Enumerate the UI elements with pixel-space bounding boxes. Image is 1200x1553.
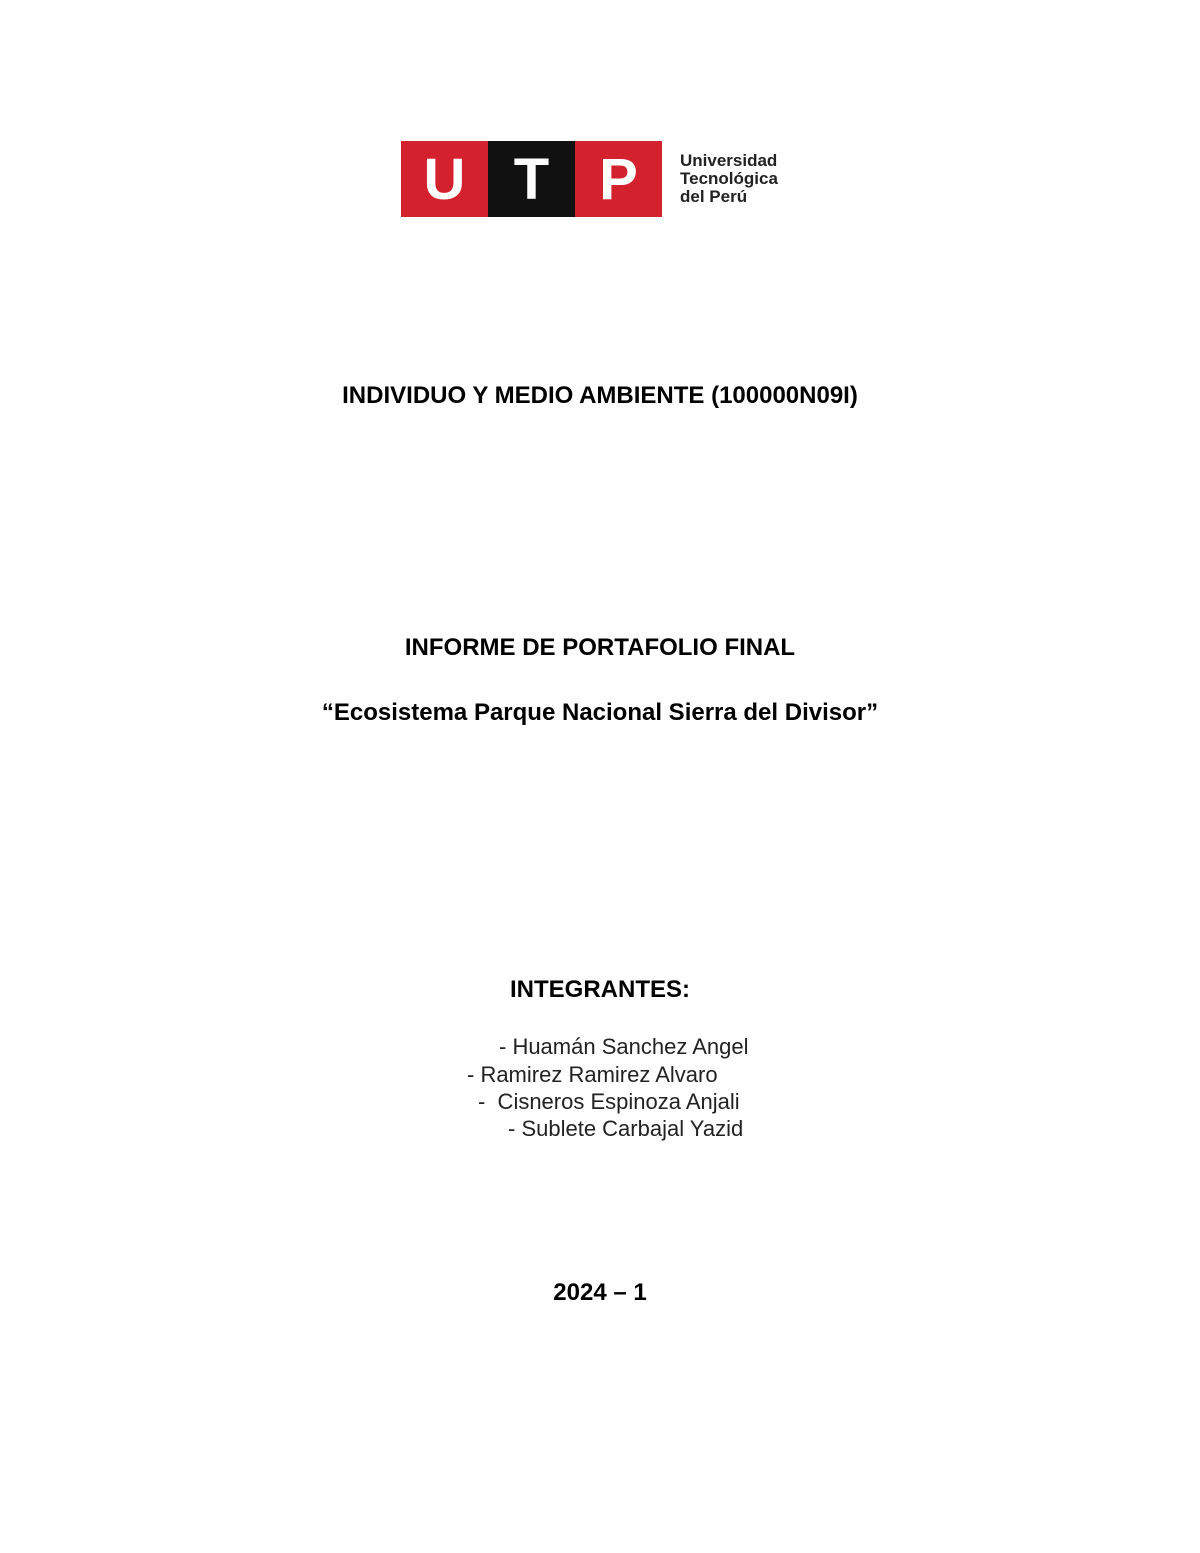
members-heading: INTEGRANTES: (510, 976, 690, 1003)
member-item: - Sublete Carbajal Yazid (508, 1116, 744, 1141)
member-item: - Ramirez Ramirez Alvaro (467, 1062, 718, 1087)
topic-title: “Ecosistema Parque Nacional Sierra del Divisor” (321, 699, 879, 726)
academic-period: 2024 – 1 (553, 1279, 647, 1306)
logo-name-line-1: Universidad (680, 151, 778, 170)
course-title: INDIVIDUO Y MEDIO AMBIENTE (100000N09I) (342, 382, 858, 409)
logo-letter-u: U (401, 141, 488, 217)
utp-logo (401, 141, 778, 217)
logo-university-name (680, 152, 778, 206)
member-item: - Huamán Sanchez Angel (499, 1034, 749, 1059)
report-title: INFORME DE PORTAFOLIO FINAL (404, 634, 796, 661)
member-item: - Cisneros Espinoza Anjali (478, 1089, 740, 1114)
logo-letter-t: T (488, 141, 575, 217)
logo-name-line-3: del Perú (680, 187, 748, 206)
logo-name-line-2: Tecnológica (680, 169, 778, 188)
logo-letter-p: P (575, 141, 662, 217)
